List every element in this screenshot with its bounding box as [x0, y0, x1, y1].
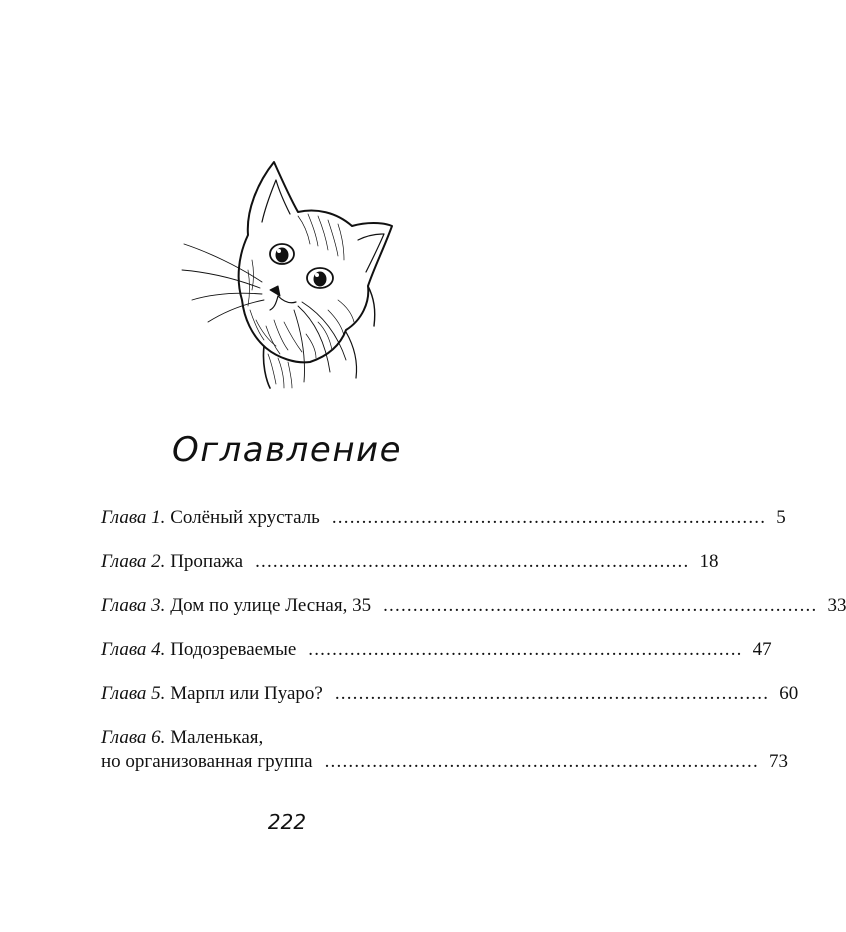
chapter-page: 60 — [779, 683, 799, 704]
chapter-title-continued: но организованная группа — [101, 751, 313, 772]
chapter-label: Глава 3. — [101, 595, 166, 616]
toc-entry[interactable] — [101, 594, 846, 618]
cat-head-sketch-icon — [178, 150, 400, 390]
dot-leader: ......................................................................... — [331, 507, 767, 528]
chapter-title: Солёный хрусталь — [170, 507, 320, 528]
toc-entry[interactable] — [101, 682, 799, 706]
toc-entry[interactable] — [101, 726, 788, 774]
dot-leader: ......................................................................... — [308, 639, 743, 660]
chapter-title: Дом по улице Лесная, 35 — [170, 595, 372, 616]
chapter-page: 47 — [752, 639, 772, 660]
dot-leader: ......................................................................... — [334, 683, 770, 704]
dot-leader: ......................................................................... — [324, 751, 759, 772]
toc-entry[interactable] — [101, 550, 719, 574]
chapter-label: Глава 1. — [101, 507, 166, 528]
chapter-page: 73 — [768, 751, 788, 772]
toc-entry[interactable] — [101, 638, 772, 662]
chapter-title: Маленькая, — [170, 727, 264, 748]
chapter-page: 18 — [699, 551, 719, 572]
page-title: Оглавление — [171, 430, 403, 470]
chapter-page: 33 — [827, 595, 846, 616]
chapter-title: Подозреваемые — [170, 639, 297, 660]
dot-leader: ......................................................................... — [255, 551, 690, 572]
page-number: 222 — [267, 810, 307, 834]
chapter-label: Глава 5. — [101, 683, 166, 704]
chapter-title: Марпл или Пуаро? — [170, 683, 323, 704]
chapter-page: 5 — [776, 507, 786, 528]
chapter-label: Глава 2. — [101, 551, 166, 572]
toc-entry[interactable] — [101, 506, 786, 530]
chapter-label: Глава 6. — [101, 727, 166, 748]
chapter-title: Пропажа — [170, 551, 244, 572]
chapter-label: Глава 4. — [101, 639, 166, 660]
dot-leader: ......................................................................... — [383, 595, 818, 616]
table-of-contents — [101, 506, 846, 774]
